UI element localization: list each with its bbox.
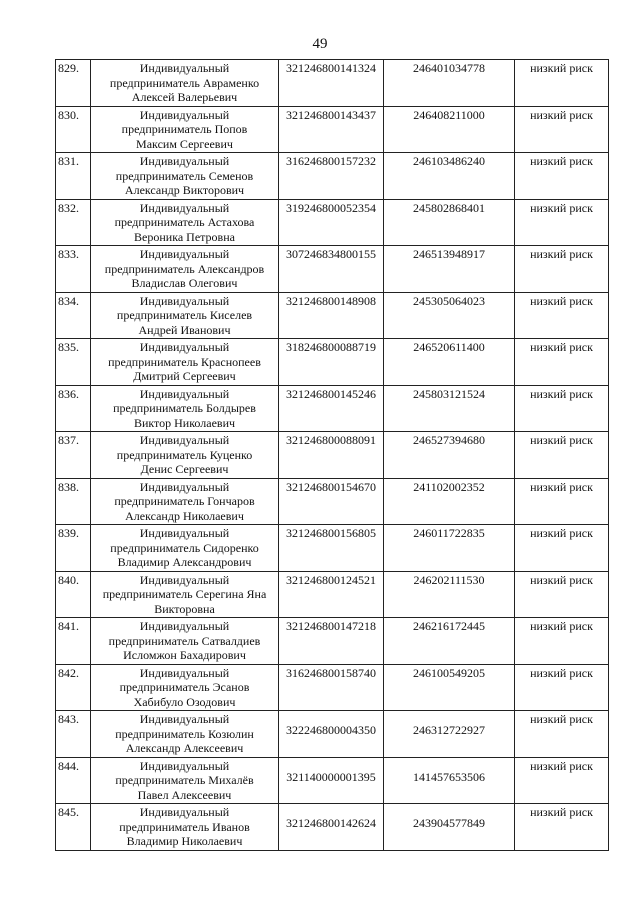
row-number-cell: 833. [56,246,91,293]
entrepreneur-name-line: Индивидуальный [139,154,230,168]
entrepreneur-name-line: Викторовна [154,601,215,616]
entrepreneur-name-cell [91,246,279,293]
inn-cell: 246527394680 [384,432,515,479]
entrepreneur-name-line: Владислав Олегович [131,276,238,290]
entrepreneur-name-line: Индивидуальный [139,107,230,122]
inn-cell: 246401034778 [384,60,515,107]
entrepreneur-name-line: Индивидуальный [139,61,230,75]
ogrn-cell: 322246800004350 [279,711,384,758]
entrepreneur-name-line: Максим Сергеевич [136,136,233,151]
risk-category-cell: низкий риск [515,571,609,618]
table-row [56,339,609,386]
row-number-cell: 832. [56,199,91,246]
entrepreneur-name-line: Денис Сергеевич [140,462,229,476]
entrepreneur-name-line: предприниматель Михалёв [115,773,254,787]
entrepreneur-name-cell [91,432,279,479]
table-row [56,292,609,339]
entrepreneur-name-line: Индивидуальный [139,479,230,494]
table-row [56,432,609,479]
risk-category-cell: низкий риск [515,432,609,479]
ogrn-cell: 321246800147218 [279,618,384,665]
entrepreneur-name-line: Индивидуальный [139,340,230,354]
inn-cell: 246100549205 [384,664,515,711]
table-row [56,478,609,525]
entrepreneur-name-line: Павел Алексеевич [137,787,232,802]
inn-cell: 246520611400 [384,339,515,386]
table-row [56,711,609,758]
inn-cell: 245802868401 [384,199,515,246]
ogrn-cell: 321246800143437 [279,106,384,153]
risk-category-cell: низкий риск [515,664,609,711]
ogrn-cell: 321246800156805 [279,525,384,572]
row-number-cell: 829. [56,60,91,107]
risk-category-cell: низкий риск [515,618,609,665]
entrepreneur-name-cell [91,618,279,665]
risk-category-cell: низкий риск [515,106,609,153]
risk-category-cell: низкий риск [515,153,609,200]
entrepreneur-name-line: Индивидуальный [139,526,230,540]
table-row [56,246,609,293]
entrepreneur-name-line: предприниматель Александров [104,261,265,276]
inn-cell: 245305064023 [384,292,515,339]
entrepreneur-name-line: Алексей Валерьевич [131,90,238,104]
risk-category-cell: низкий риск [515,711,609,758]
row-number-cell: 839. [56,525,91,572]
risk-category-cell: низкий риск [515,757,609,804]
row-number-cell: 838. [56,478,91,525]
entrepreneur-name-line: предприниматель Сатвалдиев [108,633,261,648]
registry-table-body [56,60,609,851]
ogrn-cell: 307246834800155 [279,246,384,293]
row-number-cell: 836. [56,385,91,432]
entrepreneur-name-line: Владимир Александрович [117,555,252,569]
row-number-cell: 842. [56,664,91,711]
ogrn-cell: 321140000001395 [279,757,384,804]
entrepreneur-name-line: Индивидуальный [139,386,230,401]
entrepreneur-name-cell [91,60,279,107]
entrepreneur-name-cell [91,153,279,200]
inn-cell: 245803121524 [384,385,515,432]
entrepreneur-name-line: Дмитрий Сергеевич [133,369,236,383]
ogrn-cell: 316246800157232 [279,153,384,200]
table-row [56,618,609,665]
entrepreneur-name-line: Индивидуальный [139,247,230,261]
entrepreneur-name-line: предприниматель Болдырев [113,401,256,415]
entrepreneur-name-line: предприниматель Эсанов [119,680,250,694]
row-number-cell: 835. [56,339,91,386]
table-row [56,571,609,618]
table-row [56,153,609,200]
table-row [56,525,609,572]
ogrn-cell: 319246800052354 [279,199,384,246]
entrepreneur-name-cell [91,664,279,711]
inn-cell: 243904577849 [384,804,515,851]
entrepreneur-name-cell [91,478,279,525]
entrepreneur-name-cell [91,339,279,386]
row-number-cell: 840. [56,571,91,618]
risk-category-cell: низкий риск [515,199,609,246]
entrepreneur-name-line: Хабибуло Озодович [133,694,236,709]
page-number: 49 [312,36,328,52]
ogrn-cell: 321246800142624 [279,804,384,851]
ogrn-cell: 316246800158740 [279,664,384,711]
entrepreneur-name-line: предприниматель Куценко [116,447,253,462]
inn-cell: 246513948917 [384,246,515,293]
ogrn-cell: 318246800088719 [279,339,384,386]
entrepreneur-name-line: предприниматель Попов [121,122,248,136]
row-number-cell: 845. [56,804,91,851]
entrepreneur-name-cell [91,385,279,432]
table-row [56,385,609,432]
ogrn-cell: 321246800154670 [279,478,384,525]
table-row [56,804,609,851]
entrepreneur-name-line: Вероника Петровна [134,229,235,244]
entrepreneur-name-line: Индивидуальный [139,712,230,726]
inn-cell: 246408211000 [384,106,515,153]
entrepreneur-name-line: предприниматель Иванов [119,819,250,834]
entrepreneur-name-line: предприниматель Киселев [116,308,253,322]
row-number-cell: 837. [56,432,91,479]
ogrn-cell: 321246800145246 [279,385,384,432]
entrepreneur-name-line: предприниматель Сидоренко [110,540,259,555]
entrepreneur-name-line: предприниматель Астахова [114,215,255,229]
inn-cell: 246011722835 [384,525,515,572]
inn-cell: 246103486240 [384,153,515,200]
row-number-cell: 843. [56,711,91,758]
inn-cell: 246202111530 [384,571,515,618]
entrepreneur-name-line: предприниматель Козюлин [115,726,254,741]
entrepreneur-name-line: предприниматель Авраменко [109,75,260,90]
entrepreneur-name-line: Александр Викторович [124,183,245,197]
entrepreneur-name-cell [91,199,279,246]
entrepreneur-name-line: Индивидуальный [139,433,230,447]
table-row [56,199,609,246]
row-number-cell: 841. [56,618,91,665]
entrepreneur-name-cell [91,525,279,572]
row-number-cell: 830. [56,106,91,153]
entrepreneur-name-cell [91,106,279,153]
inn-cell: 246312722927 [384,711,515,758]
entrepreneur-name-line: Индивидуальный [139,758,230,773]
entrepreneur-name-line: Индивидуальный [139,200,230,215]
inn-cell: 141457653506 [384,757,515,804]
risk-category-cell: низкий риск [515,339,609,386]
inn-cell: 241102002352 [384,478,515,525]
risk-category-cell: низкий риск [515,60,609,107]
inn-cell: 246216172445 [384,618,515,665]
entrepreneur-name-line: Александр Алексеевич [125,741,244,755]
risk-category-cell: низкий риск [515,478,609,525]
entrepreneur-name-cell [91,757,279,804]
entrepreneur-name-line: предприниматель Семенов [115,168,254,183]
entrepreneur-name-line: предприниматель Серегина Яна [102,587,267,601]
row-number-cell: 844. [56,757,91,804]
entrepreneur-name-line: Индивидуальный [139,619,230,633]
entrepreneur-name-line: Исломжон Бахадирович [123,648,246,662]
entrepreneur-name-cell [91,804,279,851]
entrepreneur-name-line: Индивидуальный [139,665,230,680]
risk-category-cell: низкий риск [515,804,609,851]
table-row [56,106,609,153]
ogrn-cell: 321246800141324 [279,60,384,107]
row-number-cell: 831. [56,153,91,200]
risk-category-cell: низкий риск [515,385,609,432]
entrepreneur-name-line: Владимир Николаевич [126,834,243,848]
table-row [56,664,609,711]
entrepreneur-name-line: предприниматель Краснопеев [108,354,261,369]
entrepreneur-name-line: Александр Николаевич [125,508,244,523]
entrepreneur-name-line: Виктор Николаевич [133,415,236,430]
entrepreneur-name-line: Индивидуальный [139,293,230,308]
table-row [56,757,609,804]
entrepreneur-name-cell [91,292,279,339]
ogrn-cell: 321246800088091 [279,432,384,479]
table-row [56,60,609,107]
entrepreneur-name-line: Андрей Иванович [138,322,231,337]
ogrn-cell: 321246800124521 [279,571,384,618]
entrepreneur-name-cell [91,711,279,758]
entrepreneur-registry-table [55,59,609,851]
entrepreneur-name-cell [91,571,279,618]
entrepreneur-name-line: предприниматель Гончаров [114,494,255,508]
risk-category-cell: низкий риск [515,525,609,572]
risk-category-cell: низкий риск [515,292,609,339]
ogrn-cell: 321246800148908 [279,292,384,339]
entrepreneur-name-line: Индивидуальный [139,805,230,819]
row-number-cell: 834. [56,292,91,339]
risk-category-cell: низкий риск [515,246,609,293]
entrepreneur-name-line: Индивидуальный [139,572,230,587]
